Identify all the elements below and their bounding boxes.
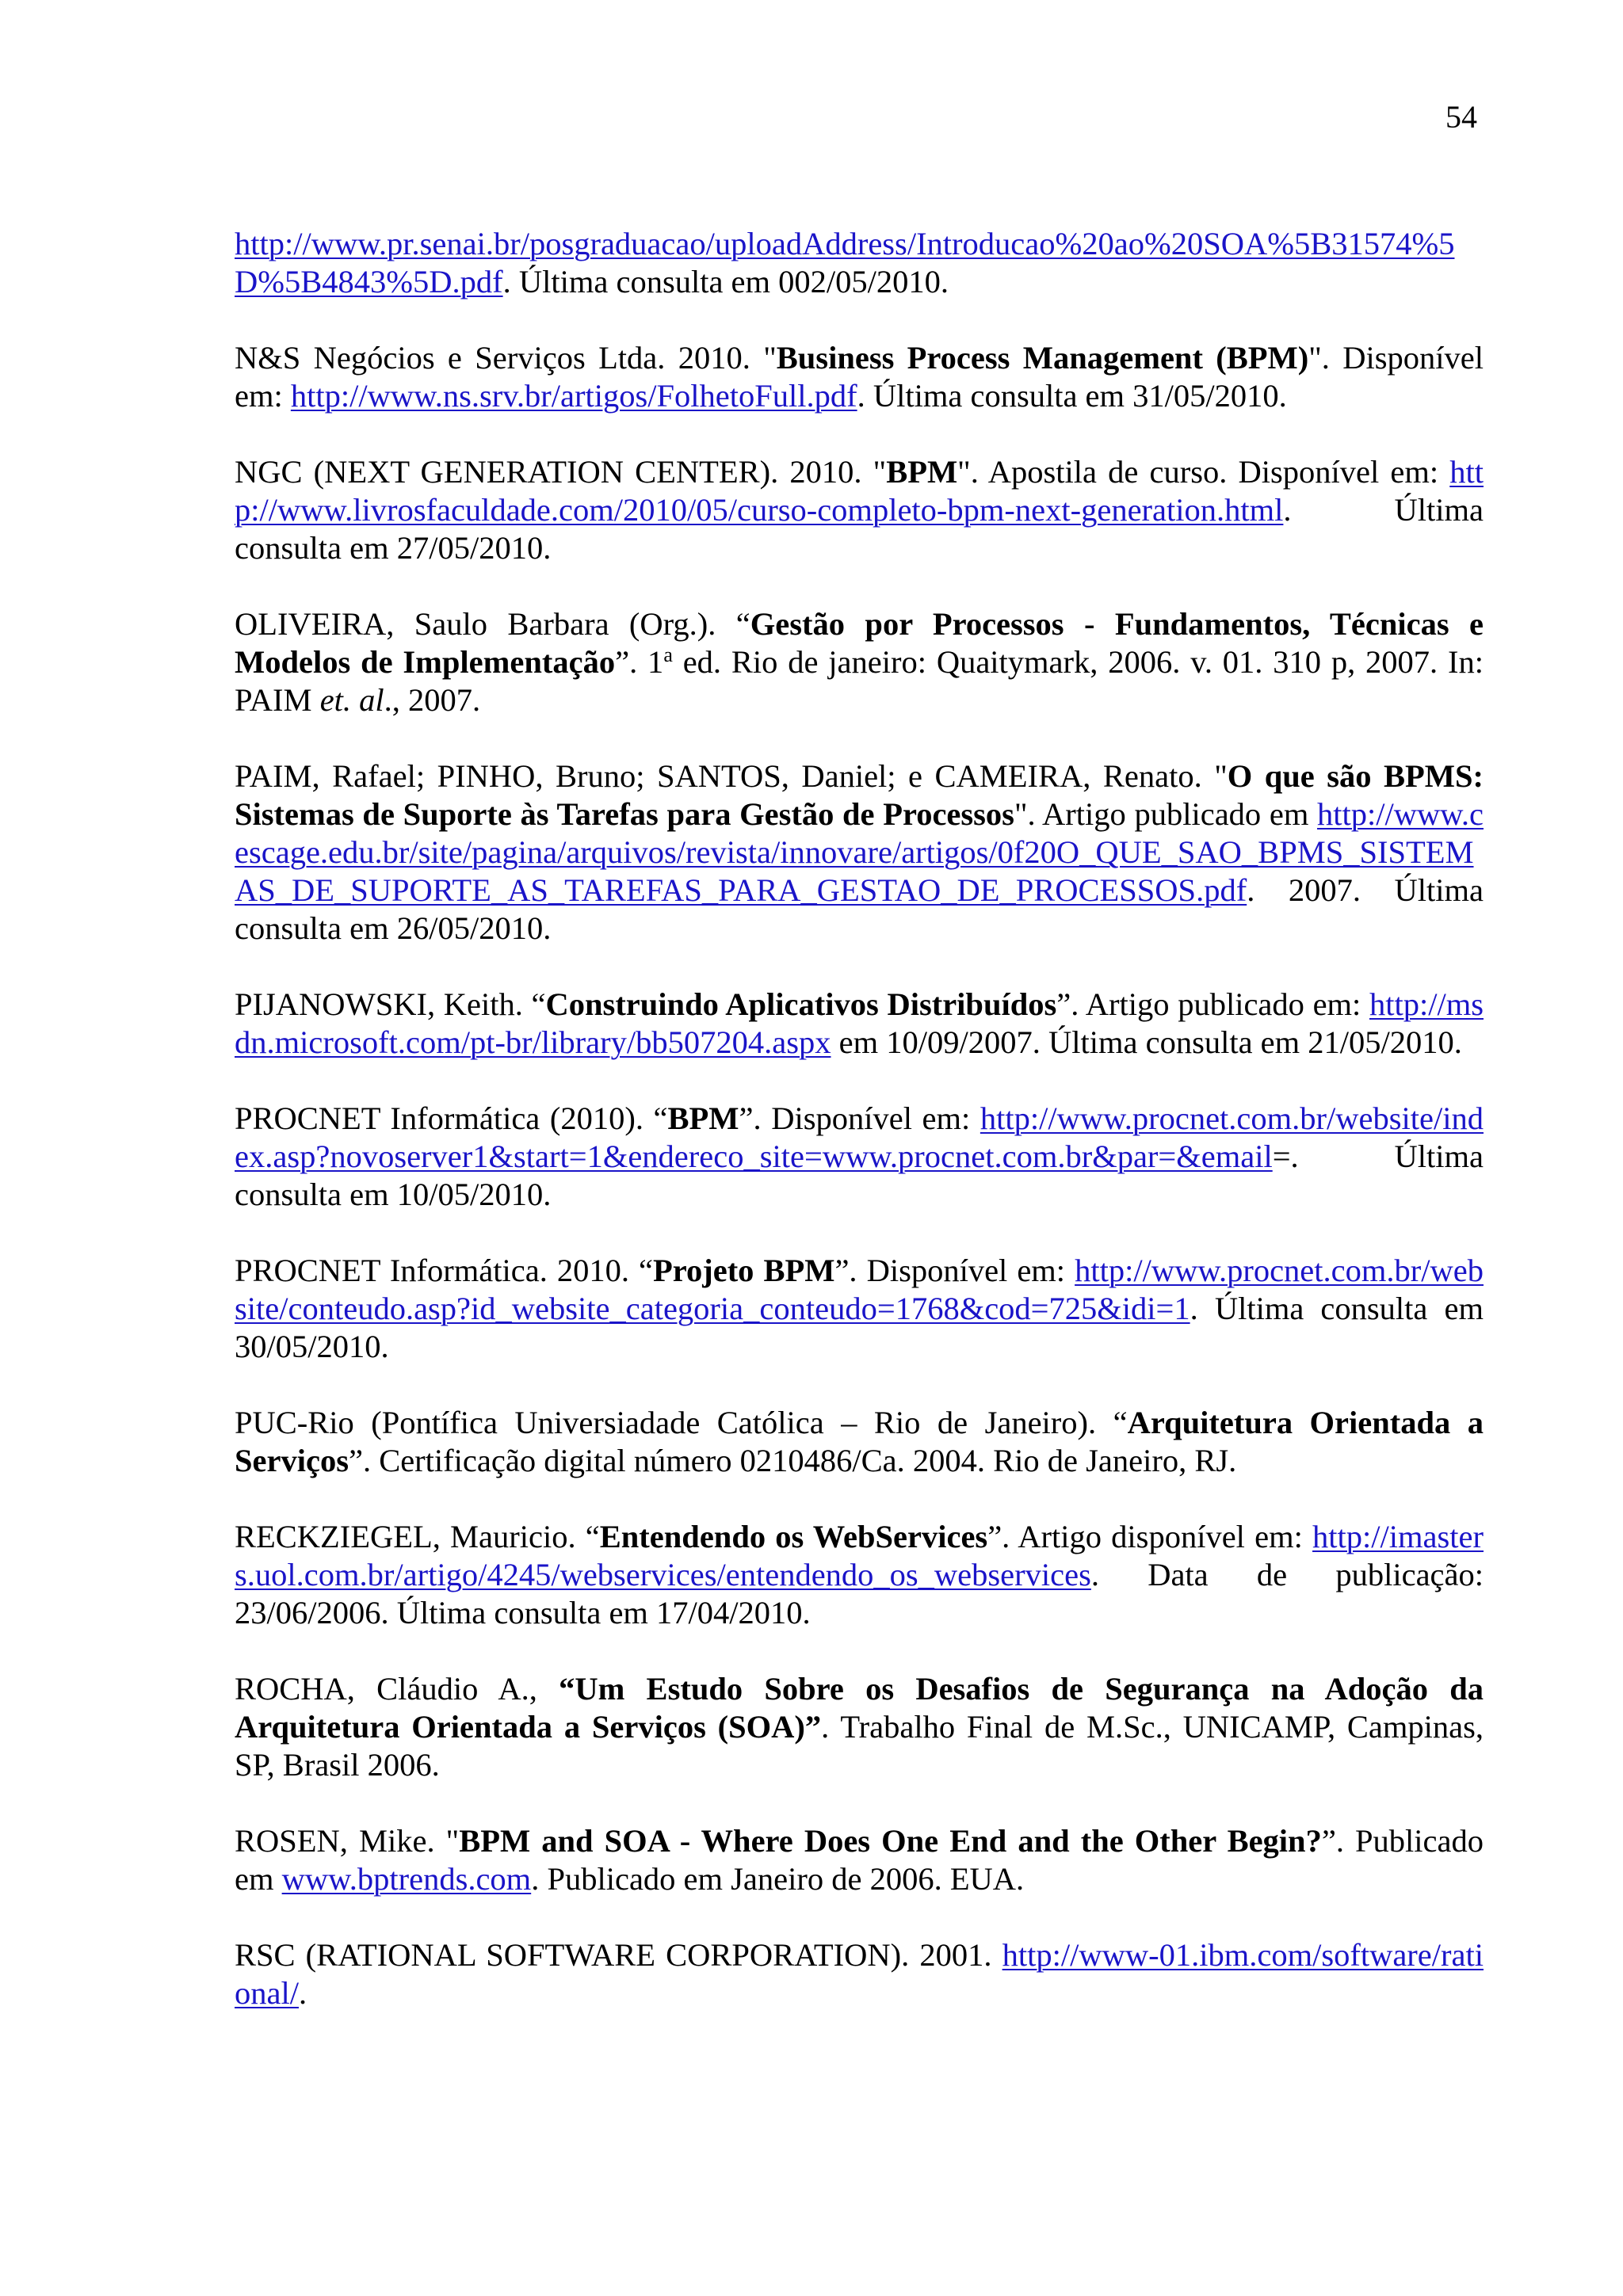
reference-item-puc-rio — [235, 1404, 1484, 1480]
reference-list — [235, 225, 1484, 2050]
reference-title: Construindo Aplicativos Distribuídos — [545, 986, 1057, 1022]
reference-link[interactable]: http://www.livrosfaculdade.com/2010/05/curso-completo-bpm-next-generation.html — [235, 454, 1484, 528]
reference-link[interactable]: http://www.ns.srv.br/artigos/FolhetoFull.pdf — [290, 378, 857, 414]
reference-title: Business Process Management (BPM) — [776, 340, 1309, 376]
reference-item-rsc — [235, 1936, 1484, 2012]
reference-text: PAIM, Rafael; PINHO, Bruno; SANTOS, Daniel; e CAMEIRA, Renato. " — [235, 758, 1228, 794]
reference-link[interactable]: http://imasters.uol.com.br/artigo/4245/webservices/entendendo_os_webservices — [235, 1519, 1484, 1592]
reference-link[interactable]: http://www.pr.senai.br/posgraduacao/uploadAddress/Introducao%20ao%20SOA%5B31574%5D%5B4843%5D.pdf — [235, 226, 1455, 299]
reference-item-ngc — [235, 453, 1484, 567]
ordinal-superscript: a — [663, 643, 673, 666]
reference-item-pijanowski — [235, 986, 1484, 1062]
reference-title: Arquitetura Orientada a Serviços — [235, 1405, 1484, 1478]
reference-text: ”. 1 — [615, 644, 664, 680]
reference-text: N&S Negócios e Serviços Ltda. 2010. " — [235, 340, 777, 376]
reference-item-procnet-2 — [235, 1252, 1484, 1366]
reference-italic: et. al — [319, 682, 384, 718]
reference-text: . Última consulta em 30/05/2010. — [235, 1291, 1484, 1364]
reference-title: “Um Estudo Sobre os Desafios de Segurança na Adoção da Arquitetura Orientada a Serviços (SOA)” — [235, 1671, 1484, 1745]
reference-link[interactable]: http://www.procnet.com.br/website/index.asp?novoserver1&start=1&endereco_site=www.procnet.com.br&par=&email — [235, 1100, 1484, 1174]
reference-text: PROCNET Informática (2010). “ — [235, 1100, 668, 1136]
reference-title: BPM — [886, 454, 958, 490]
reference-text: . Última consulta em 27/05/2010. — [235, 492, 1484, 566]
reference-title: Gestão por Processos - Fundamentos, Técnicas e Modelos de Implementação — [235, 606, 1484, 680]
reference-item-paim — [235, 757, 1484, 948]
reference-item-rosen — [235, 1822, 1484, 1898]
reference-text: . Data de publicação: 23/06/2006. Última consulta em 17/04/2010. — [235, 1557, 1484, 1630]
reference-text: RECKZIEGEL, Mauricio. “ — [235, 1519, 600, 1554]
reference-text: RSC (RATIONAL SOFTWARE CORPORATION). 2001. — [235, 1937, 1002, 1973]
reference-text: ed. Rio de janeiro: Quaitymark, 2006. v. 01. 310 p, 2007. In: PAIM — [235, 644, 1484, 718]
reference-text: ". Artigo publicado em — [1014, 796, 1318, 832]
reference-item-procnet-1 — [235, 1100, 1484, 1214]
reference-item-reckziegel — [235, 1518, 1484, 1632]
reference-text: . Última consulta em 31/05/2010. — [857, 378, 1287, 414]
reference-text: PROCNET Informática. 2010. “ — [235, 1253, 653, 1288]
reference-text: ”. Disponível em: — [739, 1100, 980, 1136]
reference-text: ”. Disponível em: — [834, 1253, 1075, 1288]
reference-text: ”. Artigo disponível em: — [987, 1519, 1313, 1554]
reference-text: PUC-Rio (Pontífica Universiadade Católica – Rio de Janeiro). “ — [235, 1405, 1128, 1440]
reference-link[interactable]: http://www.procnet.com.br/website/conteudo.asp?id_website_categoria_conteudo=1768&cod=725&idi=1 — [235, 1253, 1484, 1326]
reference-title: BPM — [667, 1100, 739, 1136]
reference-text: NGC (NEXT GENERATION CENTER). 2010. " — [235, 454, 887, 490]
reference-text: . Última consulta em 002/05/2010. — [502, 264, 949, 299]
reference-text: ., 2007. — [384, 682, 481, 718]
page-number: 54 — [1445, 99, 1477, 135]
reference-text: . Trabalho Final de M.Sc., UNICAMP, Campinas, SP, Brasil 2006. — [235, 1709, 1484, 1783]
reference-title: BPM and SOA - Where Does One End and the Other Begin? — [459, 1823, 1322, 1859]
reference-text: PIJANOWSKI, Keith. “ — [235, 986, 546, 1022]
reference-text: ROSEN, Mike. " — [235, 1823, 460, 1859]
reference-text: =. Última consulta em 10/05/2010. — [235, 1138, 1484, 1212]
reference-link[interactable]: http://msdn.microsoft.com/pt-br/library/bb507204.aspx — [235, 986, 1484, 1060]
reference-text: ROCHA, Cláudio A., — [235, 1671, 559, 1707]
reference-item-rocha — [235, 1670, 1484, 1784]
reference-text: . Publicado em Janeiro de 2006. EUA. — [531, 1861, 1025, 1897]
reference-text: em 10/09/2007. Última consulta em 21/05/2010. — [831, 1024, 1462, 1060]
reference-item-oliveira — [235, 605, 1484, 719]
reference-text: OLIVEIRA, Saulo Barbara (Org.). “ — [235, 606, 750, 642]
reference-text: . 2007. Última consulta em 26/05/2010. — [235, 872, 1484, 946]
reference-text: ”. Artigo publicado em: — [1056, 986, 1369, 1022]
reference-title: O que são BPMS: Sistemas de Suporte às Tarefas para Gestão de Processos — [235, 758, 1484, 832]
reference-title: Projeto BPM — [653, 1253, 835, 1288]
reference-title: Entendendo os WebServices — [599, 1519, 988, 1554]
reference-text: ". Disponível em: — [235, 340, 1484, 414]
reference-link[interactable]: www.bptrends.com — [281, 1861, 532, 1897]
reference-item-senai — [235, 225, 1484, 301]
reference-item-ns — [235, 339, 1484, 415]
reference-text: . — [298, 1975, 307, 2011]
reference-link[interactable]: http://www.cescage.edu.br/site/pagina/arquivos/revista/innovare/artigos/0f20O_QUE_SAO_BPMS_SISTEMAS_DE_SUPORTE_AS_TAREFAS_PARA_GESTAO_DE_PROCESSOS.pdf — [235, 796, 1484, 908]
reference-text: ". Apostila de curso. Disponível em: — [957, 454, 1450, 490]
reference-link[interactable]: http://www-01.ibm.com/software/rational/ — [235, 1937, 1484, 2011]
reference-text: ”. Publicado em — [235, 1823, 1484, 1897]
reference-text: ”. Certificação digital número 0210486/Ca. 2004. Rio de Janeiro, RJ. — [348, 1443, 1237, 1478]
